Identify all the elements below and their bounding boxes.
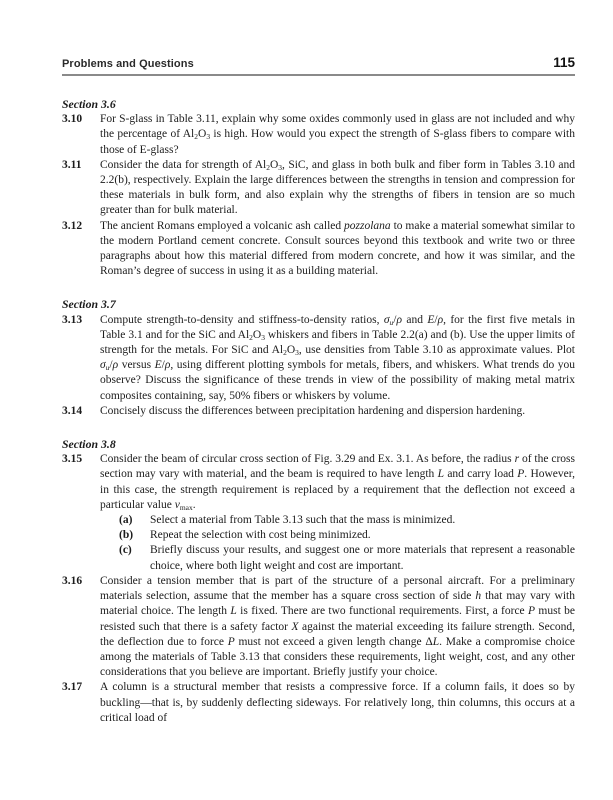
problem-3-17 — [62, 680, 575, 726]
problem-number-3-13: 3.13 — [62, 313, 83, 326]
problem-text-3-13: Compute strength-to-density and stiffness-to-density ratios, $\sigma_u/\rho$ and E/ρ, for the first five metals in Table 3.1 and for the SiC and $Al_2O_3$ whiskers and fibers in Table 2.2(a) and (b). Use the upper limits of strength for the metals. For SiC and $Al_2O_3$, use densities from Table 3.10 as approximate values. Plot $\sigma_u/\rho$ versus E/ρ, using different plotting symbols for metals, fibers, and whiskers. What trends do you observe? Discuss the significance of these trends in view of the possibility of making metal matrix composites containing, say, 50% fibers or whiskers by volume. — [100, 313, 576, 402]
problem-text-3-17: A column is a structural member that resists a compressive force. If a column fails, it does so by buckling—that is, by suddenly deflecting sideways. For relatively long, thin columns, this occurs at a critical load of — [100, 681, 575, 724]
running-head-title: Problems and Questions — [62, 58, 194, 70]
problem-text-3-15: Consider the beam of circular cross section of Fig. 3.29 and Ex. 3.1. As before, the radius r of the cross section may vary with material, and the beam is required to have length L and carry load P. However, in this case, the strength requirement is replaced by a requirement that the deflection not exceed a particular value $v_{max}$. — [100, 453, 575, 512]
subitem-label-a: (a) — [119, 514, 133, 527]
problem-text-3-12: The ancient Romans employed a volcanic ash called pozzolana to make a material somewhat similar to the modern Portland cement concrete. Consult sources beyond this textbook and write two or three paragraphs about how this material differed from modern concrete, and how it was similar, and the Roman’s degree of success in using it as a building material. — [100, 219, 576, 278]
problem-3-10 — [62, 112, 575, 158]
section-3-8 — [62, 437, 575, 726]
section-3-6 — [62, 97, 575, 279]
subitem-3-15-a — [119, 513, 575, 528]
problem-3-16 — [62, 574, 575, 680]
subitem-label-c: (c) — [119, 544, 132, 557]
problem-number-3-16: 3.16 — [62, 574, 83, 587]
section-heading-3-7: Section 3.7 — [62, 297, 116, 312]
section-heading-3-8: Section 3.8 — [62, 437, 116, 452]
problem-number-3-15: 3.15 — [62, 453, 83, 466]
problem-number-3-10: 3.10 — [62, 113, 83, 126]
problem-text-3-14: Concisely discuss the differences between precipitation hardening and dispersion hardening. — [100, 404, 526, 417]
problem-text-3-11: Consider the data for strength of $Al_2O_3$, SiC, and glass in both bulk and fiber form in Tables 3.10 and 2.2(b), respectively. Explain the large differences between the strengths in tension and compression for these materials in bulk form, and also explain why the strengths of fibers in tension are so much greater than for bulk material. — [100, 158, 575, 217]
problem-number-3-11: 3.11 — [62, 158, 82, 171]
page-header — [62, 55, 575, 76]
problem-3-11 — [62, 158, 575, 219]
problem-3-13 — [62, 313, 575, 404]
problem-text-3-16: Consider a tension member that is part of the structure of a personal aircraft. For a preliminary materials selection, assume that the member has a square cross section of side h that may vary with material choice. The length L is fixed. There are two functional requirements. First, a force P must be resisted such that there is a safety factor X against the material exceeding its failure strength. Second, the deflection due to force P must not exceed a given length change ΔL. Make a compromise choice among the materials of Table 3.13 that considers these requirements, light weight, cost, and any other considerations that you believe are important. Briefly justify your choice. — [100, 574, 576, 679]
section-3-7 — [62, 297, 575, 419]
problem-number-3-14: 3.14 — [62, 404, 83, 417]
subitem-text-b: Repeat the selection with cost being minimized. — [150, 529, 371, 542]
subitem-text-a: Select a material from Table 3.13 such that the mass is minimized. — [150, 514, 456, 527]
subitem-3-15-b — [119, 528, 575, 543]
subitem-3-15-c — [119, 543, 575, 573]
section-heading-3-6: Section 3.6 — [62, 97, 116, 111]
problem-3-15 — [62, 452, 575, 574]
problem-3-14 — [62, 404, 575, 419]
page-body — [62, 97, 575, 726]
subitem-text-c: Briefly discuss your results, and suggest one or more materials that represent a reasonable choice, where both light weight and cost are important. — [150, 544, 575, 572]
page-number: 115 — [553, 55, 575, 70]
problem-text-3-10: For S-glass in Table 3.11, explain why some oxides commonly used in glass are not included and why the percentage of $Al_2O_3$ is high. How would you expect the strength of S-glass fibers to compare with those of E-glass? — [100, 113, 575, 156]
subitem-label-b: (b) — [119, 529, 134, 542]
problem-number-3-12: 3.12 — [62, 219, 83, 232]
problem-number-3-17: 3.17 — [62, 681, 83, 694]
problem-3-12 — [62, 219, 575, 280]
